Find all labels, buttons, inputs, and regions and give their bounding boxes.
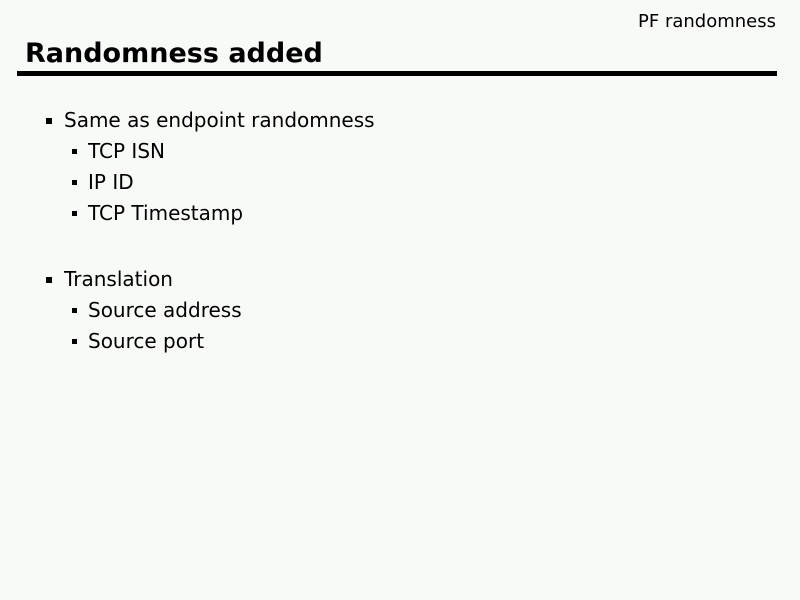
sub-list-item bbox=[46, 295, 780, 326]
title-underline-rule bbox=[17, 71, 777, 76]
bullet-square-icon bbox=[46, 277, 52, 283]
bullet-group-2 bbox=[46, 264, 780, 357]
bullet-list bbox=[46, 105, 780, 357]
sub-list-item bbox=[46, 136, 780, 167]
bullet-square-icon bbox=[72, 180, 77, 185]
sub-list-item-label: TCP Timestamp bbox=[88, 201, 244, 225]
list-item bbox=[46, 105, 780, 136]
list-item-label: Translation bbox=[64, 267, 173, 291]
sub-list-item-label: TCP ISN bbox=[88, 139, 165, 163]
bullet-square-icon bbox=[72, 308, 77, 313]
sub-list-item-label: Source port bbox=[88, 329, 205, 353]
sub-list-item bbox=[46, 326, 780, 357]
slide-title: Randomness added bbox=[25, 38, 323, 69]
sub-list-item bbox=[46, 167, 780, 198]
sub-list-item-label: IP ID bbox=[88, 170, 134, 194]
bullet-square-icon bbox=[72, 339, 77, 344]
bullet-group-1 bbox=[46, 105, 780, 229]
list-item-label: Same as endpoint randomness bbox=[64, 108, 375, 132]
bullet-square-icon bbox=[72, 149, 77, 154]
sub-list-item-label: Source address bbox=[88, 298, 242, 322]
bullet-square-icon bbox=[72, 211, 77, 216]
slide-corner-label: PF randomness bbox=[638, 11, 776, 32]
sub-list-item bbox=[46, 198, 780, 229]
list-item bbox=[46, 264, 780, 295]
bullet-square-icon bbox=[46, 118, 52, 124]
